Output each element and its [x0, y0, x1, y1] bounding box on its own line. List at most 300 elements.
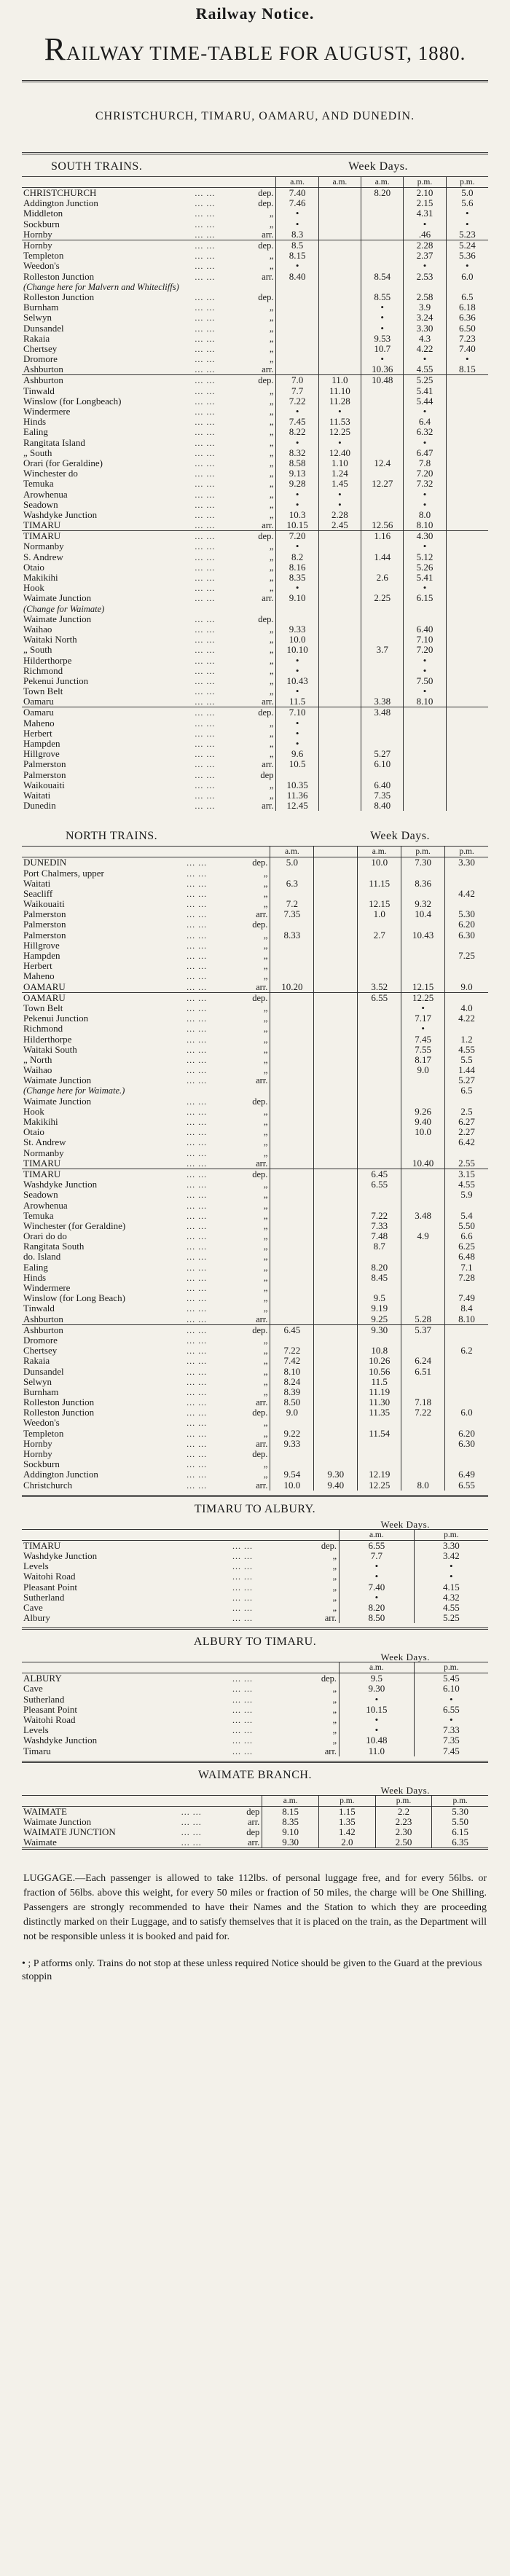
leader-dots: ... ... [187, 919, 208, 930]
leader-dots: ... ... [195, 790, 216, 801]
leader-dots: ... ... [187, 1283, 208, 1294]
leader-dots: ... ... [195, 573, 216, 584]
station-row [22, 1034, 488, 1044]
arrival-departure-mark: dep. [241, 375, 276, 386]
arrival-departure-mark: dep. [241, 707, 276, 718]
train-time [318, 198, 361, 208]
leader-dots: ... ... [187, 1241, 208, 1252]
station-name: TIMARU [22, 1169, 187, 1179]
leader-dots: ... ... [195, 499, 216, 510]
train-time [445, 1024, 488, 1034]
station-row [22, 889, 488, 899]
station-row [22, 1449, 488, 1459]
station-row [22, 396, 488, 407]
station-row [22, 208, 488, 219]
train-time [401, 1252, 445, 1262]
train-time [358, 1200, 401, 1210]
station-name: Addington Junction [23, 197, 98, 209]
leader-dots [195, 282, 241, 292]
station-row [22, 427, 488, 437]
leader-dots: ... ... [181, 1837, 202, 1848]
arrival-departure-mark: „ [235, 879, 270, 889]
station-row [22, 1231, 488, 1241]
train-time: 7.32 [404, 479, 446, 489]
train-time [401, 1179, 445, 1190]
station-name: Waitati [23, 877, 51, 889]
train-time [358, 1065, 401, 1075]
station-name: Oamaru [23, 696, 54, 707]
albury-timaru-heading: ALBURY TO TIMARU. [193, 1635, 317, 1649]
train-time: • [276, 583, 318, 593]
train-time [314, 1221, 358, 1231]
train-time: 1.24 [318, 468, 361, 479]
leader-dots: ... ... [232, 1602, 253, 1613]
train-time [270, 889, 314, 899]
train-time [314, 1335, 358, 1346]
train-time: • [404, 655, 446, 665]
train-time: 10.0 [358, 857, 401, 868]
station-name: Addington Junction [23, 1469, 98, 1480]
train-time: 8.15 [458, 364, 476, 375]
north-trains-table [22, 847, 488, 1490]
leader-dots: ... ... [187, 888, 208, 899]
timaru-albury-header [22, 1497, 488, 1529]
train-time [445, 1096, 488, 1107]
arrival-departure-mark: „ [241, 396, 276, 407]
leader-dots [195, 604, 241, 614]
arrival-departure-mark: „ [294, 1715, 340, 1725]
train-time [445, 1335, 488, 1346]
station-name: Herbert [23, 727, 52, 739]
train-time [270, 1211, 314, 1221]
train-time: 5.6 [461, 197, 474, 209]
train-time [361, 604, 404, 614]
leader-dots: ... ... [187, 1169, 235, 1179]
leader-dots: ... ... [232, 1694, 253, 1705]
leader-dots: ... ... [181, 1816, 202, 1827]
train-time [318, 531, 361, 542]
train-time [401, 951, 445, 961]
train-time: 11.15 [358, 879, 401, 889]
station-row [22, 1200, 488, 1210]
train-time [276, 302, 318, 313]
dots-header [187, 847, 235, 857]
train-time: 3.7 [361, 645, 404, 655]
train-time: • [361, 302, 404, 313]
train-time: 8.3 [276, 229, 318, 240]
train-time [361, 468, 404, 479]
arrival-departure-mark: „ [241, 500, 276, 510]
station-name: Waimate Junction [23, 592, 92, 604]
arrival-departure-mark: „ [294, 1725, 340, 1735]
station-name: Burnham [23, 1386, 59, 1397]
train-time [318, 624, 361, 635]
train-time: 8.20 [358, 1263, 401, 1273]
station-row [22, 375, 488, 386]
station-row [22, 604, 488, 614]
station-row [22, 219, 488, 229]
train-time [276, 292, 318, 302]
arrival-departure-mark: „ [241, 729, 276, 739]
train-time: 5.25 [404, 375, 446, 386]
train-time [270, 1252, 314, 1262]
train-time [446, 645, 488, 655]
train-time [445, 971, 488, 981]
train-time [404, 604, 446, 614]
station-row [22, 759, 488, 769]
station-row [22, 1273, 488, 1283]
train-time: • [450, 1571, 453, 1582]
train-time [314, 1211, 358, 1221]
leader-dots: ... ... [195, 520, 216, 531]
train-time [318, 562, 361, 573]
station-row [22, 1303, 488, 1313]
leader-dots: ... ... [195, 645, 216, 656]
leader-dots: ... ... [232, 1613, 253, 1624]
train-time [401, 1273, 445, 1283]
train-time [314, 1127, 358, 1137]
station-name: Weedon's [23, 1417, 60, 1429]
leader-dots: ... ... [232, 1540, 253, 1551]
train-time [445, 1148, 488, 1158]
arrival-departure-mark: „ [235, 1273, 270, 1283]
train-time: • [318, 407, 361, 417]
train-time [318, 552, 361, 562]
train-time: 8.17 [401, 1055, 445, 1065]
train-time: 8.35 [276, 573, 318, 583]
train-time [358, 1055, 401, 1065]
ampm-label: a.m. [262, 1796, 319, 1807]
arrival-departure-mark: „ [241, 438, 276, 448]
arrival-departure-mark: „ [235, 1335, 270, 1346]
leader-dots: ... ... [195, 198, 216, 209]
train-time [314, 1418, 358, 1428]
arrival-departure-mark: dep. [235, 992, 270, 1003]
leader-dots: ... ... [195, 240, 241, 251]
station-row [22, 1705, 488, 1715]
train-time: 6.3 [270, 879, 314, 889]
station-row [22, 1397, 488, 1407]
station-name: Dromore [23, 1334, 58, 1346]
train-time: 6.10 [361, 759, 404, 769]
train-time: • [318, 438, 361, 448]
train-time: 8.54 [361, 272, 404, 282]
arrival-departure-mark: „ [294, 1684, 340, 1694]
train-time [446, 552, 488, 562]
train-time: 2.28 [318, 510, 361, 520]
station-name: Maheno [23, 970, 55, 982]
arrival-departure-mark: dep. [241, 240, 276, 251]
train-time [314, 982, 358, 993]
ampm-label: p.m. [432, 1796, 488, 1807]
waimate-table [22, 1796, 488, 1848]
arrival-departure-mark: „ [235, 1221, 270, 1231]
train-time: 5.25 [442, 1612, 460, 1624]
station-name: OAMARU [23, 981, 66, 992]
arrival-departure-mark: arr. [227, 1817, 262, 1827]
train-time: 9.0 [401, 1065, 445, 1075]
train-time: 5.41 [404, 386, 446, 396]
train-time [358, 1252, 401, 1262]
train-time [318, 344, 361, 354]
leader-dots: ... ... [232, 1715, 253, 1726]
arrival-departure-mark: „ [241, 676, 276, 686]
train-time: • [318, 500, 361, 510]
timaru-albury-table [22, 1530, 488, 1624]
train-time [361, 739, 404, 749]
train-time [314, 1387, 358, 1397]
station-name: Hook [23, 582, 44, 594]
train-time [361, 396, 404, 407]
train-time: 8.7 [358, 1241, 401, 1252]
station-name: Waihao [23, 623, 52, 635]
station-row [22, 1283, 488, 1293]
train-time [361, 718, 404, 729]
train-time: 1.0 [358, 909, 401, 919]
train-time: 3.9 [404, 302, 446, 313]
train-time [318, 645, 361, 655]
train-time [446, 666, 488, 676]
train-time: • [404, 500, 446, 510]
train-time [361, 417, 404, 427]
train-time: 7.20 [404, 468, 446, 479]
station-name: Rakaia [23, 1355, 50, 1367]
arrival-departure-mark: „ [235, 1211, 270, 1221]
station-row [22, 386, 488, 396]
train-time [404, 718, 446, 729]
direction-header [227, 1796, 262, 1807]
train-time [270, 1055, 314, 1065]
leader-dots: ... ... [195, 468, 216, 479]
train-time: • [276, 666, 318, 676]
leader-dots: ... ... [187, 940, 208, 951]
arrival-departure-mark: „ [235, 1429, 270, 1439]
train-time: 11.36 [276, 790, 318, 801]
train-time: 4.22 [458, 1013, 475, 1024]
train-time: 10.15 [276, 520, 318, 531]
train-time [446, 489, 488, 499]
train-time: 11.30 [358, 1397, 401, 1407]
train-time: 5.27 [458, 1075, 475, 1086]
station-name: Chertsey [23, 1345, 58, 1356]
train-time: 12.15 [401, 982, 445, 993]
leader-dots: ... ... [232, 1673, 253, 1684]
timetable-grid [22, 1796, 488, 1848]
leader-dots: ... ... [187, 1127, 208, 1138]
train-time: 7.10 [404, 635, 446, 645]
train-time [318, 354, 361, 364]
train-time [358, 1034, 401, 1044]
station-row [22, 655, 488, 665]
train-time [445, 879, 488, 889]
arrival-departure-mark: arr. [227, 1837, 262, 1847]
train-time: 10.20 [270, 982, 314, 993]
station-row [22, 1469, 488, 1480]
arrival-departure-mark: „ [294, 1593, 340, 1603]
train-time: 11.10 [318, 386, 361, 396]
train-time [314, 1283, 358, 1293]
leader-dots: ... ... [187, 1428, 208, 1439]
train-time: • [340, 1561, 415, 1571]
station-row [22, 1837, 488, 1847]
station-name: Seadown [23, 1189, 58, 1201]
direction-header [235, 847, 270, 857]
train-time [446, 458, 488, 468]
train-time: 8.20 [340, 1603, 415, 1613]
train-time [314, 1459, 358, 1469]
arrival-departure-mark: arr. [241, 229, 276, 240]
train-time [318, 313, 361, 323]
arrival-departure-mark: dep. [241, 614, 276, 624]
train-time: 1.42 [318, 1827, 375, 1837]
train-time: 9.33 [270, 1439, 314, 1449]
arrival-departure-mark: arr. [241, 520, 276, 531]
leader-dots: ... ... [195, 635, 216, 645]
station-name: Waitaki North [23, 634, 77, 645]
leader-dots: ... ... [195, 665, 216, 676]
leader-dots: ... ... [187, 1252, 208, 1263]
train-time: 10.43 [401, 930, 445, 941]
train-time [318, 272, 361, 282]
station-name: Cave [23, 1683, 43, 1695]
ampm-label: p.m. [318, 1796, 375, 1807]
train-time: 11.28 [318, 396, 361, 407]
train-time [318, 696, 361, 707]
leader-dots: ... ... [195, 655, 216, 666]
train-time: 1.15 [318, 1806, 375, 1817]
train-time: 5.36 [458, 250, 476, 262]
leader-dots: ... ... [232, 1550, 253, 1561]
train-time: 4.55 [404, 364, 446, 375]
station-row [22, 1169, 488, 1179]
train-time: 7.7 [340, 1551, 415, 1561]
train-time [446, 531, 488, 542]
train-time: 5.50 [452, 1815, 469, 1827]
train-time: • [276, 438, 318, 448]
train-time [314, 1045, 358, 1055]
direction-header [294, 1530, 340, 1541]
train-time [276, 354, 318, 364]
station-name: Levels [23, 1560, 49, 1572]
train-time [445, 961, 488, 971]
train-time [358, 1439, 401, 1449]
route-subtitle: CHRISTCHURCH, TIMARU, OAMARU, AND DUNEDIN. [95, 110, 415, 122]
station-row [22, 676, 488, 686]
train-time [270, 1117, 314, 1127]
train-time: 10.0 [276, 635, 318, 645]
leader-dots: ... ... [181, 1827, 202, 1838]
leader-dots: ... ... [232, 1571, 253, 1582]
station-name: Pekenui Junction [23, 675, 89, 686]
dots-header [195, 177, 241, 188]
train-time: 1.44 [458, 1064, 475, 1076]
train-time [404, 770, 446, 780]
train-time: • [361, 313, 404, 323]
train-time [358, 971, 401, 981]
arrival-departure-mark: arr. [241, 759, 276, 769]
station-name: Christchurch [23, 1479, 73, 1491]
page-header: Railway Notice. [195, 4, 315, 23]
station-row [22, 951, 488, 961]
arrival-departure-mark: dep. [235, 1324, 270, 1335]
station-name: Waitohi Road [23, 1714, 76, 1726]
station-name: Richmond [23, 664, 63, 676]
train-time: 2.23 [375, 1817, 432, 1827]
station-row [22, 240, 488, 251]
arrival-departure-mark: dep [227, 1806, 262, 1817]
leader-dots: ... ... [187, 857, 208, 868]
station-name: Rangitata Island [23, 436, 85, 448]
station-name: WAIMATE [23, 1805, 67, 1817]
arrival-departure-mark: „ [235, 1469, 270, 1480]
south-heading: SOUTH TRAINS. [51, 160, 143, 173]
arrival-departure-mark: „ [235, 1107, 270, 1117]
station-name: Templeton [23, 1427, 64, 1439]
train-time: 2.10 [404, 188, 446, 199]
station-row [22, 458, 488, 468]
train-time: 1.2 [460, 1033, 473, 1045]
train-time [358, 1418, 401, 1428]
station-row [22, 749, 488, 759]
train-time: 4.3 [404, 334, 446, 344]
leader-dots [187, 1085, 235, 1096]
arrival-departure-mark: „ [294, 1603, 340, 1613]
train-time [270, 941, 314, 951]
arrival-departure-mark: „ [235, 1127, 270, 1137]
train-time: 7.45 [276, 417, 318, 427]
train-time [276, 614, 318, 624]
train-time: 7.40 [276, 188, 318, 199]
train-time: 9.25 [358, 1314, 401, 1325]
leader-dots: ... ... [195, 509, 216, 520]
train-time: 12.25 [401, 992, 445, 1003]
arrival-departure-mark: „ [241, 407, 276, 417]
leader-dots: ... ... [187, 1220, 208, 1231]
train-time [270, 992, 314, 1003]
station-row [22, 1827, 488, 1837]
train-time [401, 1283, 445, 1293]
station-row [22, 1695, 488, 1705]
train-time: 12.15 [358, 899, 401, 909]
station-name: Waimate [23, 1837, 57, 1848]
train-time [318, 364, 361, 375]
leader-dots: ... ... [187, 1065, 208, 1076]
train-time: 4.15 [442, 1581, 460, 1593]
train-time [446, 749, 488, 759]
train-time [314, 868, 358, 878]
ampm-label: a.m. [340, 1530, 415, 1541]
train-time [401, 1200, 445, 1210]
train-time: • [404, 407, 446, 417]
train-time [445, 1387, 488, 1397]
station-name: Dunedin [23, 800, 56, 812]
train-time [358, 1024, 401, 1034]
train-time: • [401, 1024, 445, 1034]
leader-dots: ... ... [195, 208, 216, 219]
train-time: 10.5 [276, 759, 318, 769]
train-time: 7.40 [458, 342, 476, 354]
train-time [314, 1314, 358, 1325]
station-name: Albury [23, 1612, 50, 1624]
station-row [22, 992, 488, 1003]
train-time [446, 396, 488, 407]
leader-dots: ... ... [195, 323, 216, 334]
train-time [270, 1024, 314, 1034]
station-row [22, 1551, 488, 1561]
train-time: • [276, 500, 318, 510]
train-time [361, 655, 404, 665]
train-time: 4.9 [401, 1231, 445, 1241]
